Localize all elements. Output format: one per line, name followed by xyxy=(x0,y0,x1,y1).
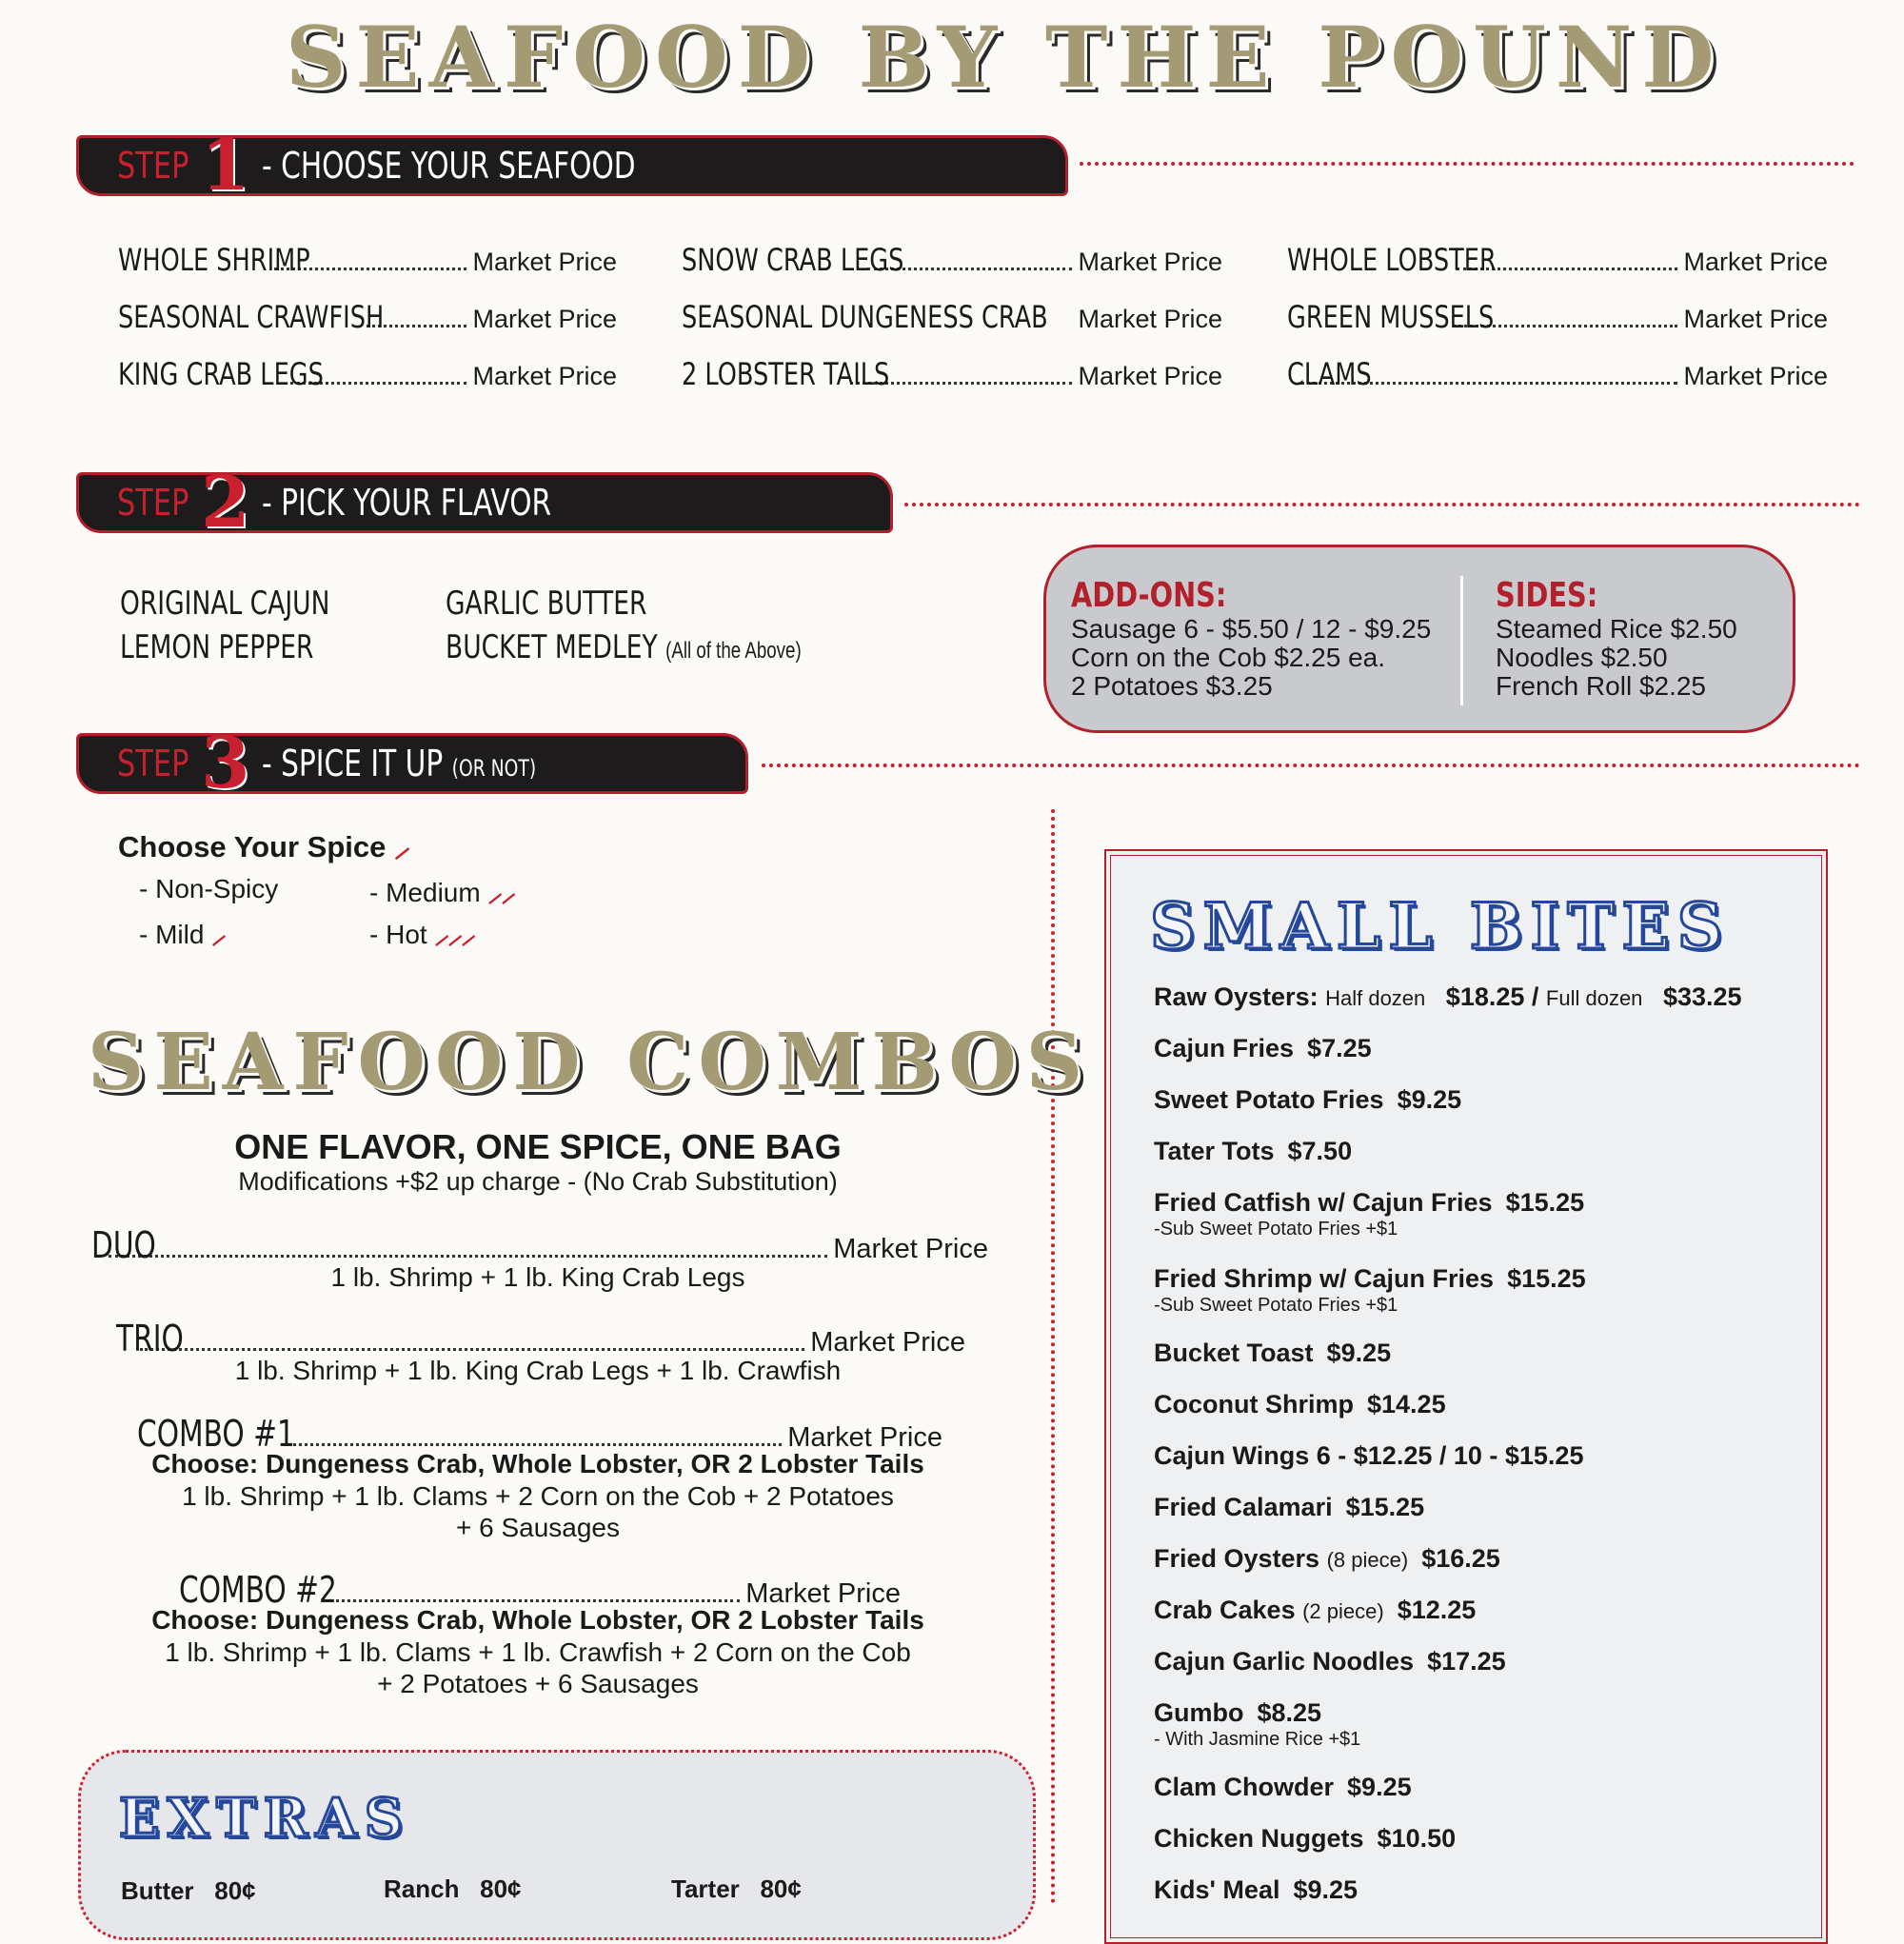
bite-chicken-nuggets: Chicken Nuggets $10.50 xyxy=(1154,1824,1457,1853)
addon-item: Sausage 6 - $5.50 / 12 - $9.25 xyxy=(1071,614,1432,644)
step-1-word: STEP xyxy=(117,145,189,187)
bite-gumbo: Gumbo $8.25 xyxy=(1154,1698,1322,1727)
combo-trio-desc: 1 lb. Shrimp + 1 lb. King Crab Legs + 1 lb. Crawfish xyxy=(234,1356,842,1385)
bite-bucket-toast: Bucket Toast $9.25 xyxy=(1154,1339,1392,1367)
seafood-item-seasonal-crawfish: SEASONAL CRAWFISH Market Price xyxy=(118,299,617,335)
chili-pepper-icon: ⸝⸝ xyxy=(487,878,515,907)
combo-1-choose: Choose: Dungeness Crab, Whole Lobster, OR 2 Lobster Tails xyxy=(151,1449,924,1478)
extras-title: EXTRAS xyxy=(119,1787,411,1850)
spice-option-non-spicy: - Non-Spicy xyxy=(139,874,279,903)
step-2-banner xyxy=(76,462,893,544)
combo-2-choose: Choose: Dungeness Crab, Whole Lobster, OR 2 Lobster Tails xyxy=(151,1605,924,1635)
combos-subtitle: ONE FLAVOR, ONE SPICE, ONE BAG xyxy=(234,1127,842,1166)
chili-pepper-icon: ⸝⸝⸝ xyxy=(434,920,475,949)
extra-item: Ranch 80¢ xyxy=(384,1875,522,1903)
seafood-item-whole-shrimp: WHOLE SHRIMP Market Price xyxy=(118,242,617,278)
seafood-item-whole-lobster: WHOLE LOBSTER Market Price xyxy=(1287,242,1828,278)
bite-cajun-fries: Cajun Fries $7.25 xyxy=(1154,1034,1372,1062)
seafood-item-2-lobster-tails: 2 LOBSTER TAILS Market Price xyxy=(682,356,1222,392)
bite-clam-chowder: Clam Chowder $9.25 xyxy=(1154,1773,1412,1801)
seafood-item-snow-crab-legs: SNOW CRAB LEGS Market Price xyxy=(682,242,1222,278)
combo-2-desc: 1 lb. Shrimp + 1 lb. Clams + 1 lb. Crawfish + 2 Corn on the Cob xyxy=(165,1637,911,1667)
flavor-garlic-butter: GARLIC BUTTER xyxy=(446,585,647,623)
box-divider xyxy=(1460,576,1463,705)
spice-option-mild: - Mild ⸝ xyxy=(139,920,226,949)
bucket-medley-note: (All of the Above) xyxy=(665,638,802,664)
seafood-item-seasonal-dungeness-crab: SEASONAL DUNGENESS CRAB Market Price xyxy=(682,299,1222,335)
flavor-original-cajun: ORIGINAL CAJUN xyxy=(120,585,330,623)
addons-heading: ADD-ONS: xyxy=(1071,576,1227,615)
small-bites-title: SMALL BITES xyxy=(1150,889,1731,963)
bite-fried-shrimp-note: -Sub Sweet Potato Fries +$1 xyxy=(1154,1295,1398,1316)
step-1-number: 1 xyxy=(201,125,250,207)
chili-pepper-icon: ⸝ xyxy=(211,920,226,949)
combo-1-desc: 1 lb. Shrimp + 1 lb. Clams + 2 Corn on the Cob + 2 Potatoes xyxy=(182,1481,894,1511)
extra-item: Butter 80¢ xyxy=(121,1876,256,1905)
combo-duo-desc: 1 lb. Shrimp + 1 lb. King Crab Legs xyxy=(330,1262,745,1292)
column-divider xyxy=(1051,809,1055,1904)
combo-2-desc-cont: + 2 Potatoes + 6 Sausages xyxy=(377,1669,699,1698)
bite-fried-oysters: Fried Oysters (8 piece) $16.25 xyxy=(1154,1544,1500,1573)
spice-option-medium: - Medium ⸝⸝ xyxy=(369,878,515,907)
combo-trio: TRIO Market Price xyxy=(116,1318,965,1359)
bite-fried-catfish: Fried Catfish w/ Cajun Fries $15.25 xyxy=(1154,1188,1585,1217)
step-3-number: 3 xyxy=(201,723,250,804)
bite-sweet-potato-fries: Sweet Potato Fries $9.25 xyxy=(1154,1085,1462,1114)
step-2-number: 2 xyxy=(201,462,250,544)
small-bites-box xyxy=(1104,849,1828,1944)
addon-item: 2 Potatoes $3.25 xyxy=(1071,671,1273,701)
extra-item: Tarter 80¢ xyxy=(671,1875,802,1903)
step-2-divider xyxy=(904,503,1860,506)
combo-1-desc-cont: + 6 Sausages xyxy=(455,1513,621,1542)
bite-gumbo-note: - With Jasmine Rice +$1 xyxy=(1154,1729,1361,1750)
step-3-label: - SPICE IT UP (OR NOT) xyxy=(261,743,536,784)
combo-duo: DUO Market Price xyxy=(91,1224,988,1266)
bite-tater-tots: Tater Tots $7.50 xyxy=(1154,1137,1353,1165)
flavor-lemon-pepper: LEMON PEPPER xyxy=(120,628,314,666)
bite-fried-catfish-note: -Sub Sweet Potato Fries +$1 xyxy=(1154,1219,1398,1240)
side-item: Noodles $2.50 xyxy=(1496,643,1668,672)
bite-kids-meal: Kids' Meal $9.25 xyxy=(1154,1875,1359,1904)
bite-cajun-garlic-noodles: Cajun Garlic Noodles $17.25 xyxy=(1154,1647,1506,1676)
bite-fried-calamari: Fried Calamari $15.25 xyxy=(1154,1493,1425,1521)
addons-sides-box xyxy=(1043,545,1795,733)
step-3-word: STEP xyxy=(117,743,189,784)
seafood-item-clams: CLAMS Market Price xyxy=(1287,356,1828,392)
step-3-divider xyxy=(762,764,1860,767)
step-2-word: STEP xyxy=(117,482,189,524)
bite-raw-oysters: Raw Oysters: Half dozen $18.25 / Full dozen $33.25 xyxy=(1154,982,1742,1011)
chili-pepper-icon: ⸝ xyxy=(394,830,409,863)
step-1-divider xyxy=(1080,162,1854,166)
seafood-item-green-mussels: GREEN MUSSELS Market Price xyxy=(1287,299,1828,335)
bite-coconut-shrimp: Coconut Shrimp $14.25 xyxy=(1154,1390,1446,1418)
combo-2: COMBO #2 Market Price xyxy=(179,1569,901,1611)
page-title: SEAFOOD BY THE POUND xyxy=(286,8,1724,107)
spice-option-hot: - Hot ⸝⸝⸝ xyxy=(369,920,475,949)
step-3-banner xyxy=(76,723,748,804)
side-item: French Roll $2.25 xyxy=(1496,671,1707,701)
combo-1: COMBO #1 Market Price xyxy=(137,1413,942,1455)
combos-note: Modifications +$2 up charge - (No Crab Substitution) xyxy=(238,1167,838,1196)
spice-heading: Choose Your Spice ⸝ xyxy=(118,830,409,863)
combos-title: SEAFOOD COMBOS xyxy=(88,1017,1093,1108)
extras-box xyxy=(78,1750,1036,1940)
sides-heading: SIDES: xyxy=(1496,576,1598,615)
flavor-bucket-medley: BUCKET MEDLEY (All of the Above) xyxy=(446,628,802,666)
side-item: Steamed Rice $2.50 xyxy=(1496,614,1737,644)
step-2-label: - PICK YOUR FLAVOR xyxy=(261,482,551,524)
step-1-banner xyxy=(76,125,1068,207)
seafood-item-king-crab-legs: KING CRAB LEGS Market Price xyxy=(118,356,617,392)
addon-item: Corn on the Cob $2.25 ea. xyxy=(1071,643,1386,672)
bite-cajun-wings: Cajun Wings 6 - $12.25 / 10 - $15.25 xyxy=(1154,1441,1584,1470)
step-1-label: - CHOOSE YOUR SEAFOOD xyxy=(261,145,636,187)
bite-fried-shrimp: Fried Shrimp w/ Cajun Fries $15.25 xyxy=(1154,1264,1586,1293)
bite-crab-cakes: Crab Cakes (2 piece) $12.25 xyxy=(1154,1596,1477,1624)
